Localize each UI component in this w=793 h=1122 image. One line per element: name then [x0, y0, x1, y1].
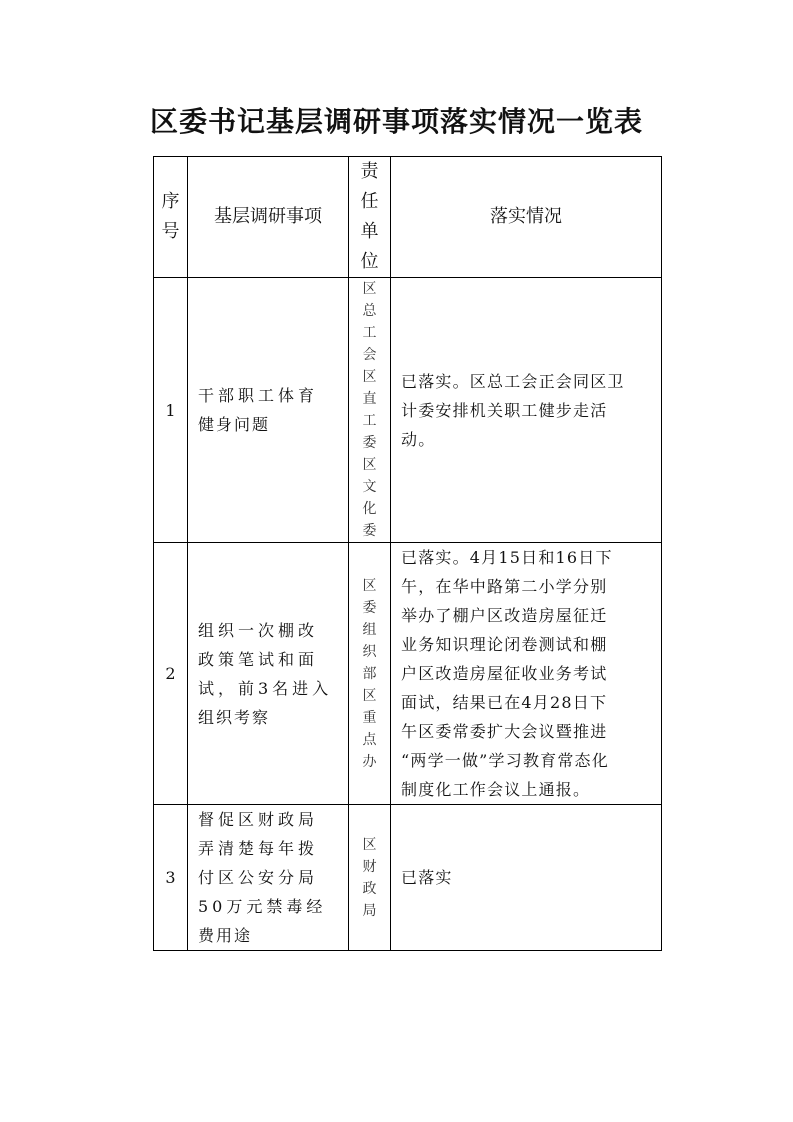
result-line: “两学一做”学习教育常态化 — [401, 751, 609, 770]
header-item: 基层调研事项 — [188, 157, 349, 278]
item-line: 50万元禁毒经 — [198, 897, 327, 916]
unit-char: 政 — [362, 880, 377, 897]
table-row — [154, 543, 662, 805]
header-unit — [349, 157, 391, 278]
item-line: 付区公安分局 — [198, 868, 319, 887]
unit-char: 化 — [362, 501, 377, 517]
unit-char: 财 — [362, 858, 377, 875]
header-seq — [154, 157, 188, 278]
item-line: 政策笔试和面 — [198, 649, 319, 669]
item-line: 督促区财政局 — [198, 810, 319, 829]
result-line: 已落实 — [401, 868, 453, 887]
item-line: 健身问题 — [198, 415, 271, 434]
item-line: 试，前3名进入 — [198, 678, 333, 698]
row-item — [188, 543, 349, 805]
header-result: 落实情况 — [391, 157, 662, 278]
header-unit-char: 单 — [360, 221, 379, 242]
row-result — [391, 278, 662, 543]
result-line: 已落实。区总工会正会同区卫 — [401, 371, 625, 391]
row-seq: 3 — [154, 805, 188, 951]
header-seq-char: 序 — [161, 191, 180, 212]
unit-char: 区 — [362, 836, 377, 853]
item-line: 组织考察 — [198, 707, 271, 727]
summary-table — [153, 156, 662, 951]
row-seq: 2 — [154, 543, 188, 805]
table-header-row — [154, 157, 662, 278]
unit-char: 区 — [362, 687, 377, 704]
item-line: 弄清楚每年拨 — [198, 839, 319, 858]
unit-char: 局 — [362, 902, 377, 919]
result-line: 已落实。4月15日和16日下 — [401, 548, 613, 567]
unit-char: 重 — [362, 709, 377, 726]
item-line: 组织一次棚改 — [198, 620, 319, 640]
item-line: 干部职工体育 — [198, 386, 319, 405]
row-item — [188, 805, 349, 951]
unit-char: 区 — [362, 577, 377, 594]
unit-char: 直 — [362, 391, 377, 407]
row-unit — [349, 278, 391, 543]
unit-char: 会 — [362, 347, 377, 363]
result-line: 制度化工作会议上通报。 — [401, 780, 591, 799]
result-line: 业务知识理论闭卷测试和棚 — [401, 635, 608, 654]
unit-char: 工 — [362, 413, 377, 429]
header-seq-char: 号 — [161, 221, 180, 242]
unit-char: 总 — [362, 303, 377, 319]
result-line: 举办了棚户区改造房屋征迁 — [401, 606, 608, 625]
unit-char: 点 — [362, 731, 377, 748]
unit-char: 区 — [362, 281, 377, 297]
unit-char: 区 — [362, 369, 377, 385]
unit-char: 工 — [362, 325, 377, 341]
unit-char: 文 — [362, 479, 377, 495]
unit-char: 组 — [362, 621, 377, 638]
unit-char: 委 — [362, 435, 377, 451]
header-unit-char: 任 — [360, 191, 379, 212]
result-line: 午区委常委扩大会议暨推进 — [401, 722, 608, 741]
unit-char: 委 — [362, 523, 377, 539]
row-result — [391, 805, 662, 951]
table-row — [154, 278, 662, 543]
table-row — [154, 805, 662, 951]
result-line: 计委安排机关职工健步走活 — [401, 400, 608, 420]
header-unit-char: 位 — [360, 251, 379, 272]
result-line: 户区改造房屋征收业务考试 — [401, 664, 608, 683]
item-line: 费用途 — [198, 926, 253, 945]
result-line: 午，在华中路第二小学分别 — [401, 577, 608, 596]
row-result — [391, 543, 662, 805]
header-unit-char: 责 — [360, 161, 379, 182]
result-line: 动。 — [401, 429, 436, 449]
row-unit — [349, 543, 391, 805]
unit-char: 区 — [362, 457, 377, 473]
row-item — [188, 278, 349, 543]
unit-char: 委 — [362, 599, 377, 616]
row-seq: 1 — [154, 278, 188, 543]
unit-char: 织 — [362, 643, 377, 660]
document-title: 区委书记基层调研事项落实情况一览表 — [149, 105, 643, 138]
unit-char: 办 — [362, 753, 377, 770]
result-line: 面试，结果已在4月28日下 — [401, 693, 608, 712]
row-unit — [349, 805, 391, 951]
unit-char: 部 — [362, 665, 377, 682]
